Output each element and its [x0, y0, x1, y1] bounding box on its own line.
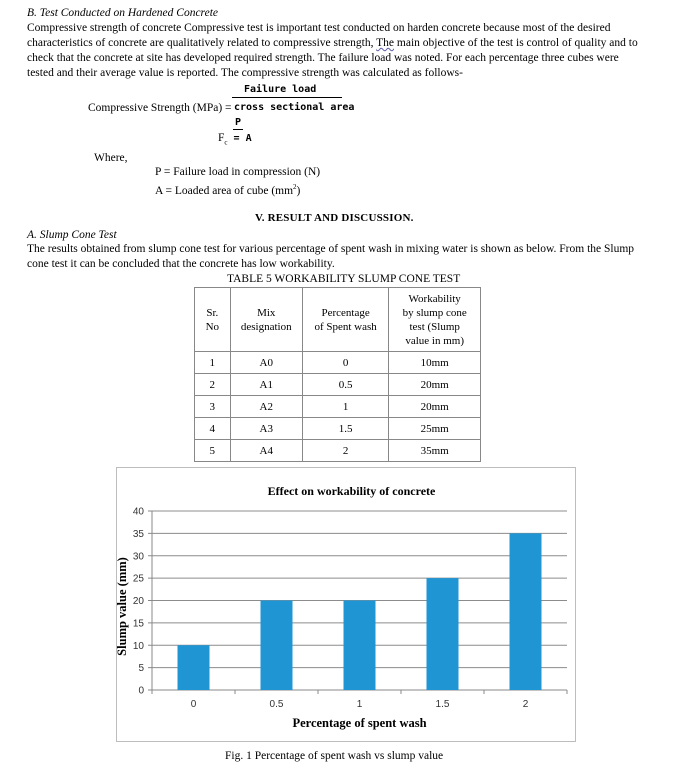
y-tick-label: 40 [132, 506, 144, 518]
para-line: tested and their average value is reported. The compressive strength was calculated as follows- [27, 67, 463, 79]
table-row: 1 A0 0 10mm [195, 352, 481, 374]
para-line [27, 36, 667, 51]
para-line: cone test it can be concluded that the concrete has low workability. [27, 258, 335, 270]
table-row: 4 A3 1.5 25mm [195, 418, 481, 440]
def-a-close: ) [296, 184, 301, 197]
header-percentage: Percentage of Spent wash [302, 288, 389, 352]
formula-label: Compressive Strength (MPa) = [88, 102, 232, 114]
y-tick-label: 10 [132, 640, 144, 652]
table-row: 2 A1 0.5 20mm [195, 374, 481, 396]
table-header-row [195, 288, 481, 352]
section-a-heading: A. Slump Cone Test [27, 229, 117, 241]
section-b-paragraph [27, 21, 667, 81]
y-tick-label: 0 [138, 685, 144, 697]
formula-fc [218, 131, 252, 150]
fc-subscript: c [224, 138, 228, 147]
x-axis-title: Percentage of spent wash [292, 716, 427, 730]
x-tick-label: 0 [190, 699, 197, 710]
para-line-part: characteristics of concrete are qualitatively related to compressive strength, [27, 37, 377, 49]
section-b-heading: B. Test Conducted on Hardened Concrete [27, 7, 219, 19]
where-label: Where, [94, 152, 128, 164]
fc-symbol: F [218, 132, 225, 144]
bar [510, 533, 542, 690]
header-workability: Workability by slump cone test (Slump value in mm) [389, 288, 481, 352]
table-caption: TABLE 5 WORKABILITY SLUMP CONE TEST [227, 273, 461, 285]
formula-p: P [235, 117, 242, 128]
x-tick-label: 2 [522, 699, 529, 710]
definition-p: P = Failure load in compression (N) [155, 166, 321, 178]
def-a-text: A = Loaded area of cube (mm [155, 184, 294, 197]
para-line: Compressive strength of concrete Compressive test is important test conducted on harden concrete because most of the desired [27, 22, 611, 34]
section-a-paragraph [27, 242, 634, 272]
y-tick-label: 5 [138, 663, 144, 675]
bar [261, 601, 293, 691]
formula-numerator: Failure load [244, 84, 317, 95]
bar [178, 645, 210, 690]
y-tick-label: 20 [132, 596, 144, 607]
figure-caption: Fig. 1 Percentage of spent wash vs slump value [225, 750, 444, 762]
header-sr-no: Sr. No [195, 288, 231, 352]
spelling-mark: The [376, 37, 395, 49]
para-line: The results obtained from slump cone test for various percentage of spent wash in mixing water is shown as below. From the Slump [27, 243, 635, 255]
y-tick-label: 35 [132, 528, 144, 540]
workability-table [194, 287, 481, 462]
para-line-part: main objective of the test is control of quality and to [394, 37, 638, 49]
header-mix-designation: Mix designation [230, 288, 302, 352]
y-tick-label: 30 [132, 551, 144, 563]
y-tick-label: 15 [132, 618, 144, 630]
fraction-bar-small [233, 129, 243, 130]
formula-denominator: cross sectional area [234, 102, 355, 113]
bar [344, 601, 376, 691]
chart-frame [116, 467, 576, 742]
table-row: 5 A4 2 35mm [195, 440, 481, 462]
x-tick-label: 1 [356, 699, 363, 710]
chart-title: Effect on workability of concrete [267, 484, 436, 498]
fc-equals-a: = A [227, 133, 252, 144]
section-v-heading: V. RESULT AND DISCUSSION. [255, 212, 414, 224]
slump-bar-chart [117, 468, 575, 741]
x-tick-label: 0.5 [269, 699, 284, 710]
bar [427, 578, 459, 690]
para-line: check that the concrete at site has developed required strength. The failure load was noted. For each percentage three cubes were [27, 52, 619, 64]
y-tick-label: 25 [132, 573, 144, 585]
fraction-bar [232, 97, 342, 98]
table-row: 3 A2 1 20mm [195, 396, 481, 418]
x-tick-label: 1.5 [435, 699, 450, 710]
y-axis-title: Slump value (mm) [115, 557, 129, 656]
def-a-superscript: 2 [293, 183, 297, 191]
definition-a [155, 180, 300, 199]
